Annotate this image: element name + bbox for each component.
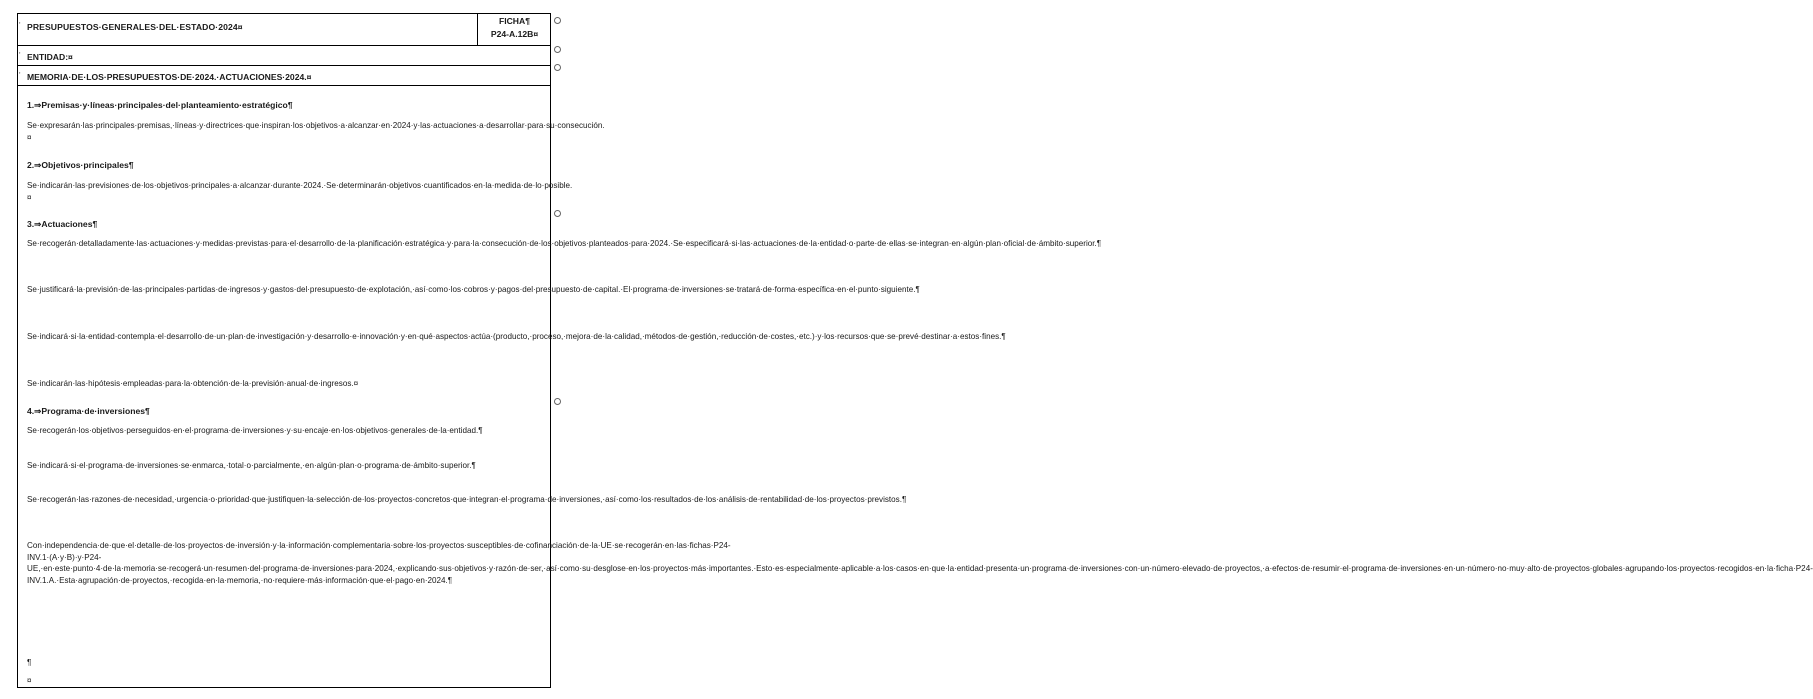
section-paragraph: Se·indicarán·las·previsiones·de·los·objetivos·principales·a·alcanzar·durante·2024.·Se·determinarán·objetivos·cuantificados·en·la·medida·de·lo·posible.¤ <box>27 181 573 202</box>
row-marker: ' <box>19 71 21 80</box>
section-paragraph: Se·recogerán·los·objetivos·perseguidos·en·el·programa·de·inversiones·y·su·encaje·en·los·objetivos·generales·de·la·entidad.¶ <box>27 426 483 435</box>
end-of-row-mark <box>554 46 561 53</box>
row-divider <box>17 65 551 66</box>
section-paragraph: Se·indicarán·las·hipótesis·empleadas·para·la·obtención·de·la·previsión·anual·de·ingresos.¤ <box>27 379 359 388</box>
end-of-row-mark <box>554 17 561 24</box>
section-paragraph: Con·independencia·de·que·el·detalle·de·los·proyectos·de·inversión·y·la·información·complementaria·sobre·los·proyectos·susceptibles·de·cofinanciación·de·la·UE·se·recogerán·en·las·fichas·P24-INV.1·(A·y·B)·y·P24-UE,·en·este·punto·4·de·la·memoria·se·recogerá·un·resumen·del·programa·de·inversiones·para·2024,·explicando·sus·objetivos·y·razón·de·ser,·así·como·su·desglose·en·los·proyectos·más·importantes.·Esto·es·especialmente·aplicable·a·los·casos·en·que·la·entidad·presenta·un·programa·de·inversiones·con·un·número·elevado·de·proyectos,·a·efectos·de·resumir·el·programa·de·inversiones·en·un·número·no·muy·alto·de·proyectos·globales·agrupando·los·proyectos·recogidos·en·la·ficha·P24-INV.1.A.·Esta·agrupación·de·proyectos,·recogida·en·la·memoria,·no·requiere·más·información·que·el·pago·en·2024.¶ <box>27 541 1813 585</box>
end-of-row-mark <box>554 64 561 71</box>
section-heading: 4.⇒Programa·de·inversiones¶ <box>27 406 150 416</box>
pilcrow-mark: ¶ <box>27 658 32 667</box>
cell-end-mark: ¤ <box>27 676 32 685</box>
section-paragraph: Se·recogerán·las·razones·de·necesidad,·urgencia·o·prioridad·que·justifiquen·la·selección·de·los·proyectos·concretos·que·integran·el·programa·de·inversiones,·así·como·los·resultados·de·los·análisis·de·rentabilidad·de·los·proyectos·previstos.¶ <box>27 495 907 504</box>
ficha-code: P24-A.12B¤ <box>490 29 539 39</box>
section-paragraph: Se·indicará·si·el·programa·de·inversiones·se·enmarca,·total·o·parcialmente,·en·algún·plan·o·programa·de·ámbito·superior.¶ <box>27 461 476 470</box>
section-paragraph: Se·justificará·la·previsión·de·las·principales·partidas·de·ingresos·y·gastos·del·presupuesto·de·explotación,·así·como·los·cobros·y·pagos·del·presupuesto·de·capital.·El·programa·de·inversiones·se·tratará·de·forma·específica·en·el·punto·siguiente.¶ <box>27 285 920 294</box>
end-of-row-mark <box>554 210 561 217</box>
row-marker: ' <box>19 21 21 30</box>
section-heading: 2.⇒Objetivos·principales¶ <box>27 160 134 170</box>
row-marker: ' <box>19 51 21 60</box>
section-paragraph: Se·indicará·si·la·entidad·contempla·el·desarrollo·de·un·plan·de·investigación·y·desarrollo·e·innovación·y·en·qué·aspectos·actúa·(producto,·proceso,·mejora·de·la·calidad,·métodos·de·gestión,·reducción·de·costes,·etc.)·y·los·recursos·que·se·prevé·destinar·a·estos·fines.¶ <box>27 332 1006 341</box>
section-paragraph: Se·expresarán·las·principales·premisas,·líneas·y·directrices·que·inspiran·los·objetivos·a·alcanzar·en·2024·y·las·actuaciones·a·desarrollar·para·su·consecución.¤ <box>27 121 605 142</box>
ficha-label: FICHA¶ <box>498 16 531 26</box>
document-title: PRESUPUESTOS·GENERALES·DEL·ESTADO·2024¤ <box>27 22 243 32</box>
section-heading: 3.⇒Actuaciones¶ <box>27 219 98 229</box>
end-of-row-mark <box>554 398 561 405</box>
ficha-box <box>477 13 551 45</box>
entidad-label: ENTIDAD:¤ <box>27 52 73 62</box>
section-paragraph: Se·recogerán·detalladamente·las·actuaciones·y·medidas·previstas·para·el·desarrollo·de·la·planificación·estratégica·y·para·la·consecución·de·los·objetivos·planteados·para·2024.·Se·especificará·si·las·actuaciones·de·la·entidad·o·parte·de·ellas·se·integran·en·algún·plan·oficial·de·ámbito·superior.¶ <box>27 239 1102 248</box>
memoria-title: MEMORIA·DE·LOS·PRESUPUESTOS·DE·2024.·ACTUACIONES·2024.¤ <box>27 72 312 82</box>
row-divider <box>17 85 551 86</box>
row-divider <box>17 45 551 46</box>
section-heading: 1.⇒Premisas·y·líneas·principales·del·planteamiento·estratégico¶ <box>27 100 293 110</box>
